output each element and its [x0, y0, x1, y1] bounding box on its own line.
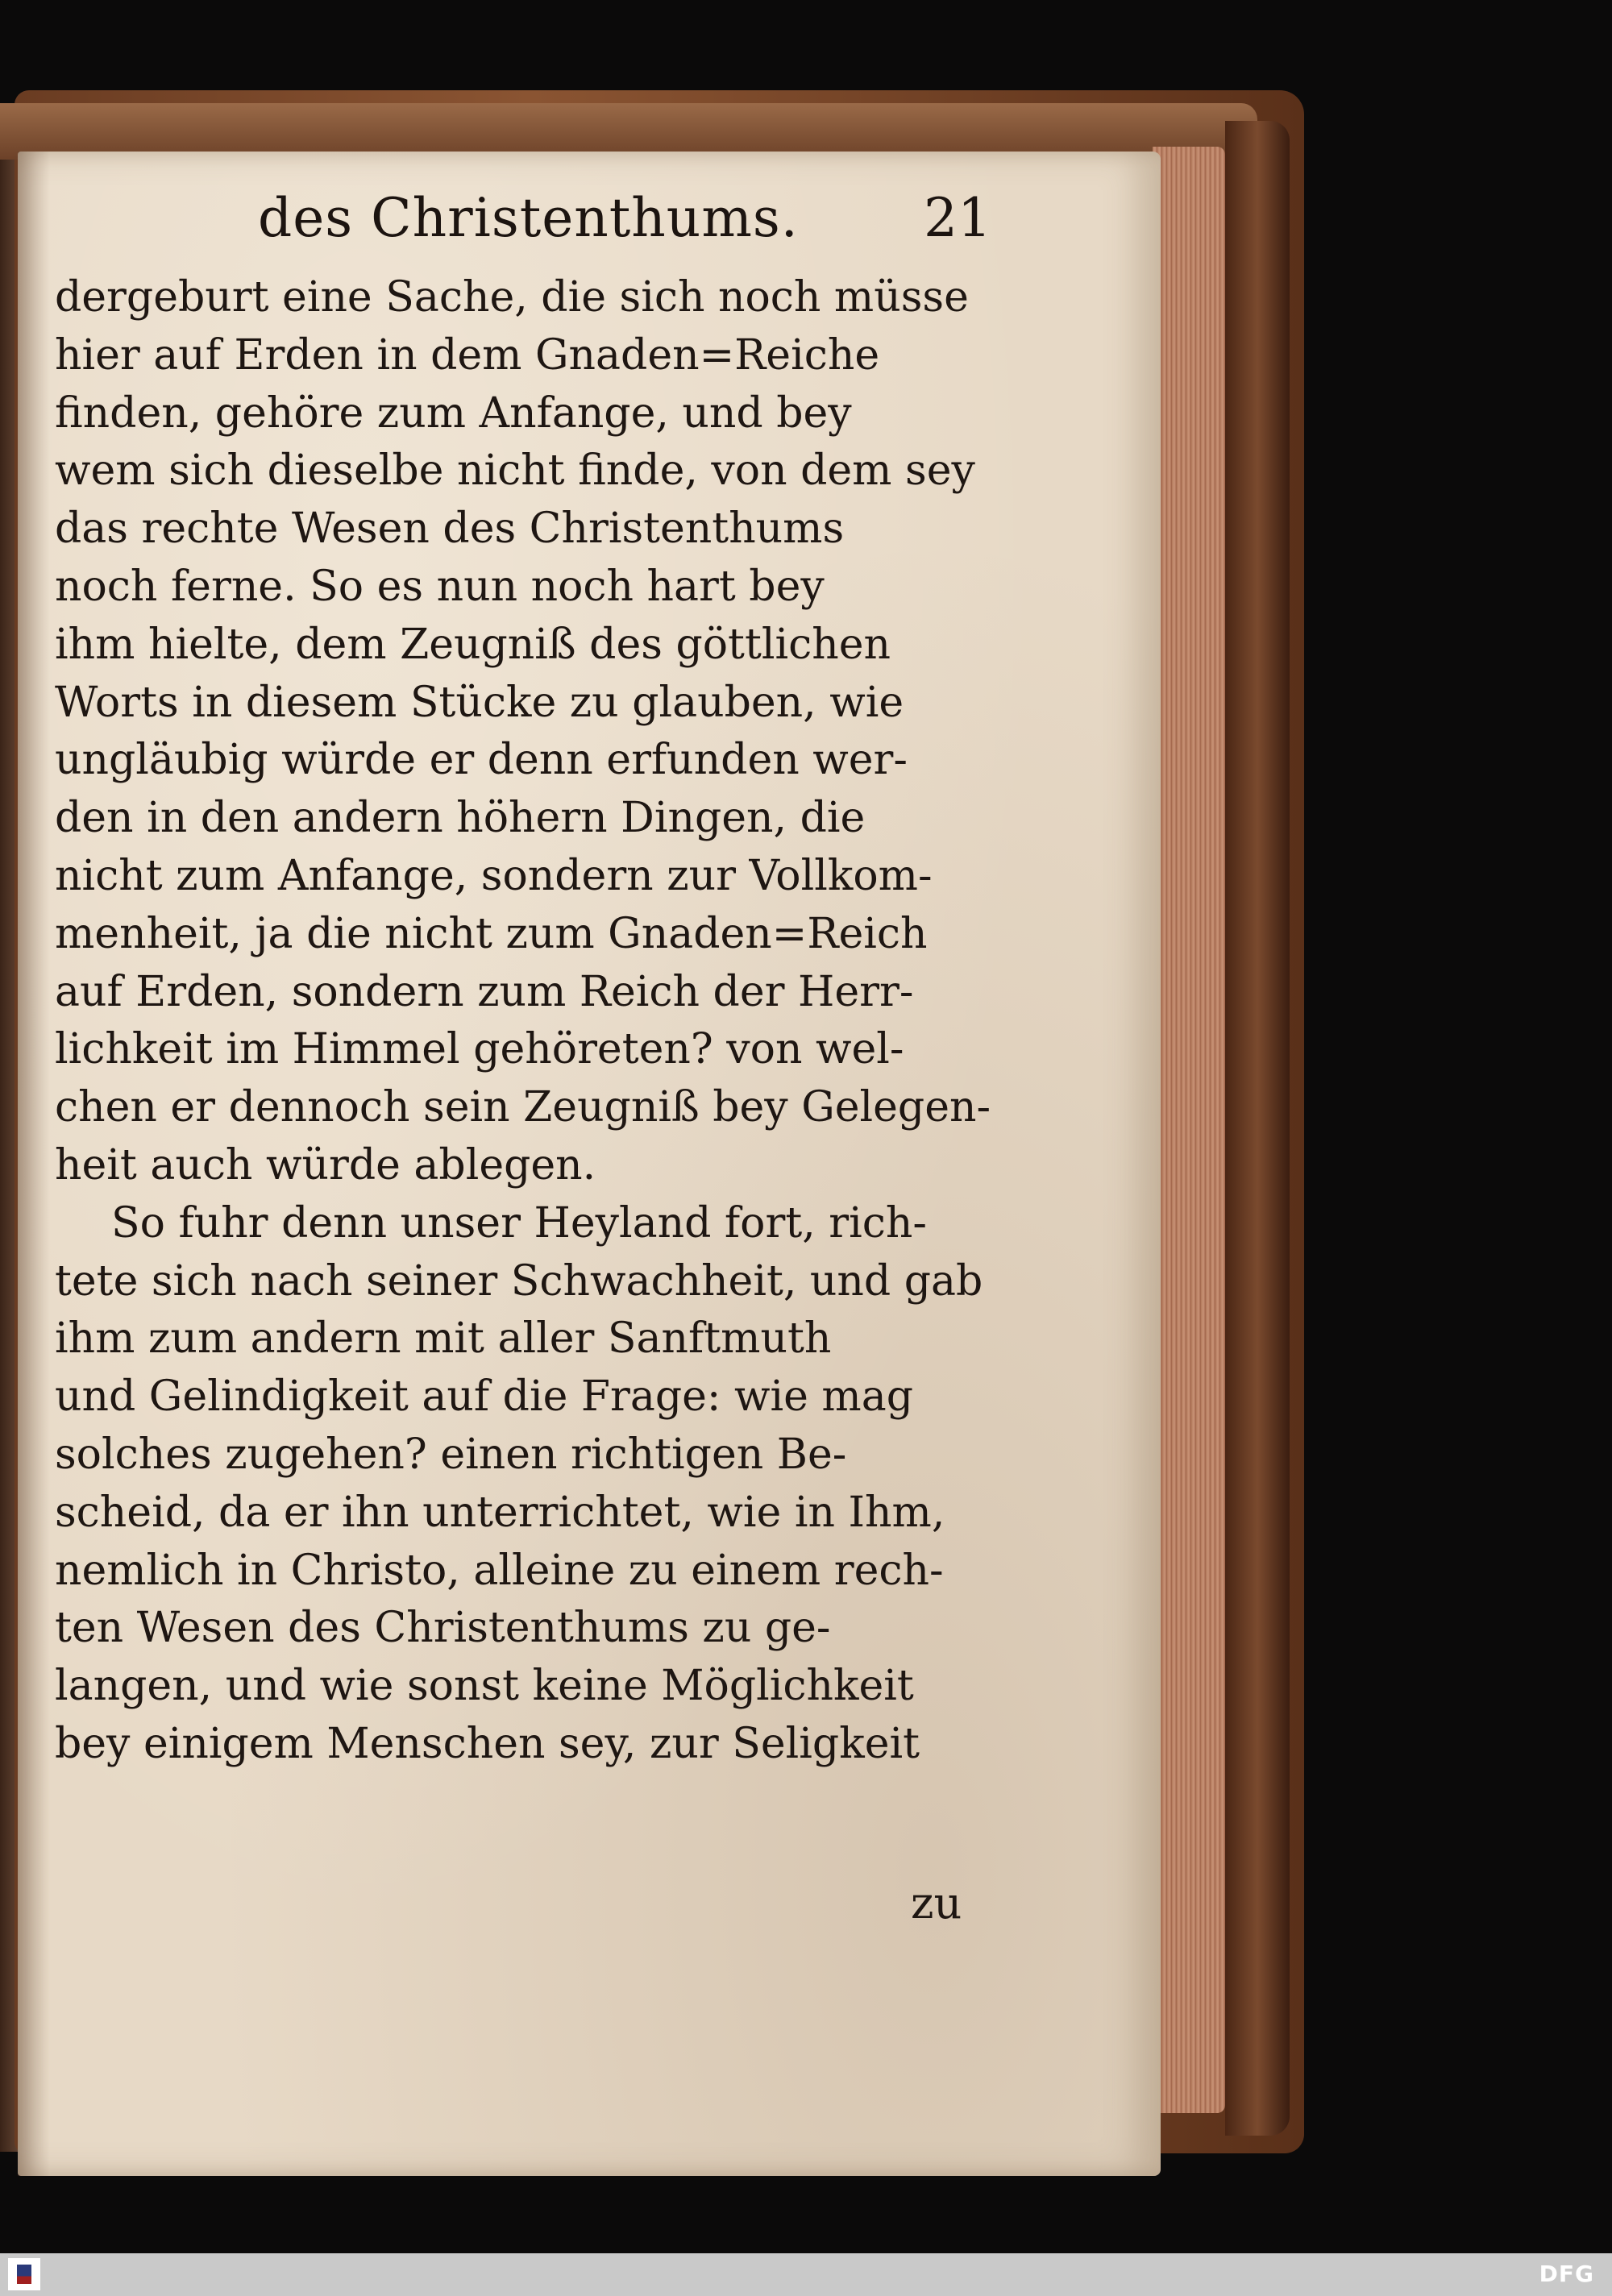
catchword: zu: [911, 1878, 962, 1929]
text-line: bey einigem Menschen sey, zur Seligkeit: [55, 1719, 920, 1768]
text-line: auf Erden, sondern zum Reich der Herr-: [55, 967, 914, 1016]
text-line: menheit, ja die nicht zum Gnaden=Reich: [55, 909, 928, 958]
text-line: scheid, da er ihn unterrichtet, wie in Ihm,: [55, 1488, 945, 1537]
text-line: chen er dennoch sein Zeugniß bey Gelegen-: [55, 1083, 991, 1132]
text-line: das rechte Wesen des Christenthums: [55, 504, 845, 554]
library-crest-icon[interactable]: [8, 2258, 40, 2290]
text-line: Worts in diesem Stücke zu glauben, wie: [55, 678, 904, 727]
text-line: ihm zum andern mit aller Sanftmuth: [55, 1314, 832, 1364]
text-line: den in den andern höhern Dingen, die: [55, 794, 866, 843]
page-gutter: [18, 152, 50, 2176]
text-line: hier auf Erden in dem Gnaden=Reiche: [55, 330, 880, 380]
text-line: dergeburt eine Sache, die sich noch müsse: [55, 273, 969, 322]
running-title: des Christenthums.: [258, 187, 799, 249]
body-text: [55, 269, 998, 1774]
crest-mark: [17, 2265, 31, 2284]
text-line: noch ferne. So es nun noch hart bey: [55, 562, 825, 611]
book-spine: [1225, 121, 1290, 2136]
text-line: nemlich in Christo, alleine zu einem rech-: [55, 1546, 944, 1595]
text-line: finden, gehöre zum Anfange, und bey: [55, 388, 852, 438]
text-line: solches zugehen? einen richtigen Be-: [55, 1430, 847, 1479]
viewer-footer-bar: [0, 2253, 1612, 2296]
text-line: ihm hielte, dem Zeugniß des göttlichen: [55, 620, 891, 669]
text-line: ungläubig würde er denn erfunden wer-: [55, 736, 908, 785]
page-block-edges: [1153, 147, 1225, 2113]
text-line: langen, und wie sonst keine Möglichkeit: [55, 1662, 914, 1711]
text-line: heit auch würde ablegen.: [55, 1140, 596, 1190]
text-line: ten Wesen des Christenthums zu ge-: [55, 1604, 831, 1653]
page-number: 21: [924, 187, 991, 249]
running-head: [56, 187, 991, 259]
text-line: wem sich dieselbe nicht finde, von dem sey: [55, 446, 975, 496]
text-line: lichkeit im Himmel gehöreten? von wel-: [55, 1025, 904, 1074]
text-line: tete sich nach seiner Schwachheit, und gab: [55, 1256, 983, 1306]
text-line: und Gelindigkeit auf die Frage: wie mag: [55, 1372, 913, 1422]
text-line-paragraph-start: So fuhr denn unser Heyland fort, rich-: [111, 1198, 927, 1248]
text-line: nicht zum Anfange, sondern zur Vollkom-: [55, 851, 933, 900]
dfg-logo[interactable]: DFG: [1539, 2261, 1594, 2287]
